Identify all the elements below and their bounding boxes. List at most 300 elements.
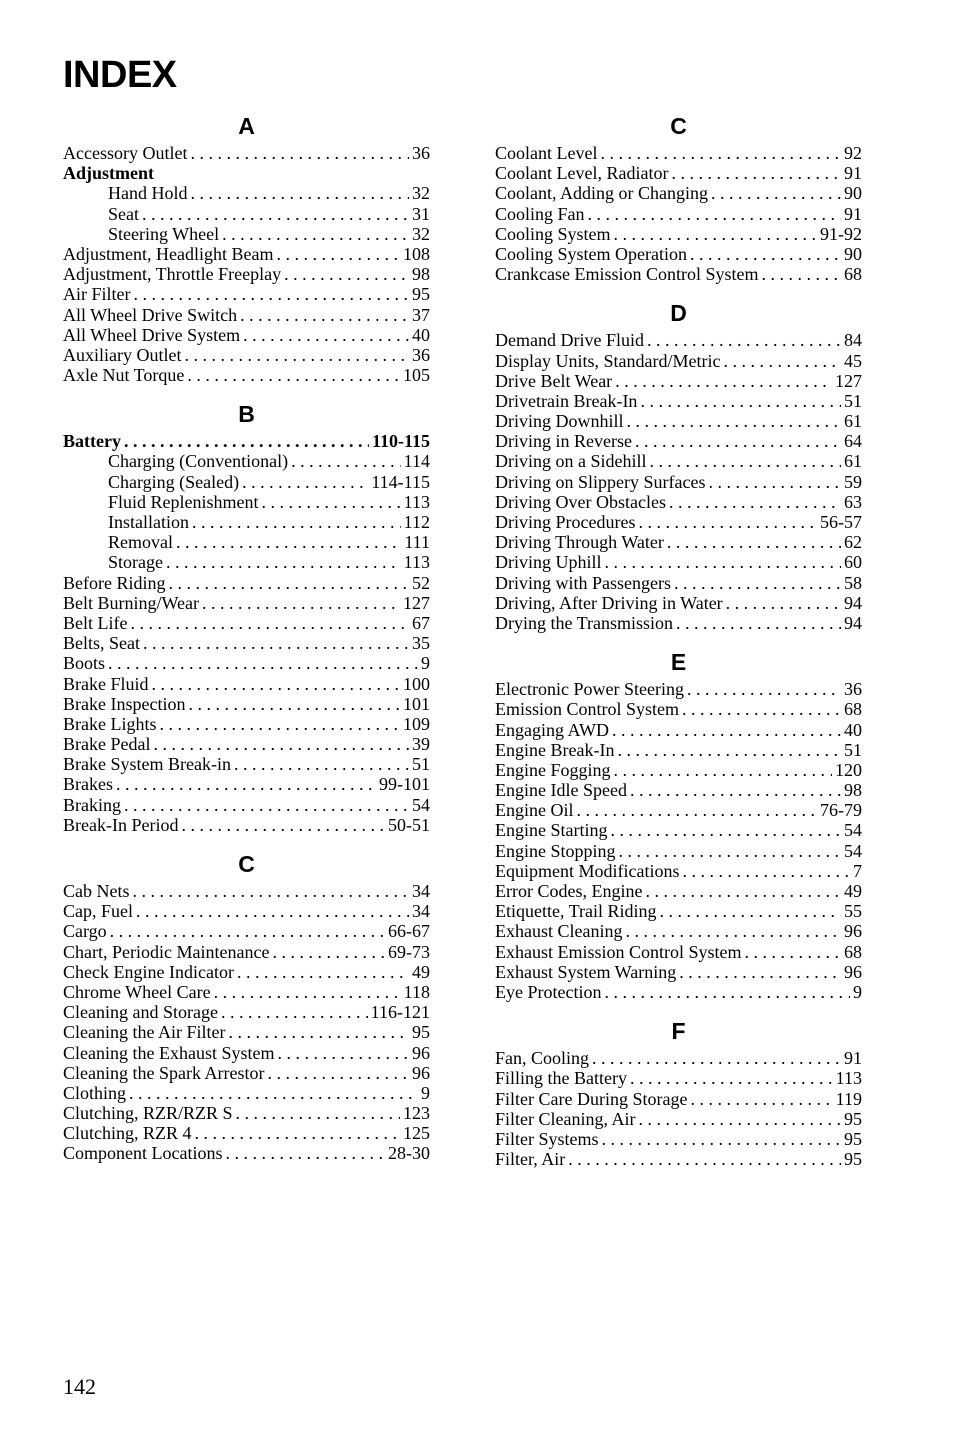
entry-label: Driving in Reverse <box>495 431 632 452</box>
entry-page-number: 92 <box>844 143 862 163</box>
dot-leader <box>130 613 409 633</box>
index-entry <box>495 552 862 572</box>
entry-label: Steering Wheel <box>108 223 220 244</box>
index-entry <box>495 760 862 780</box>
entry-label: Emission Control System <box>495 699 680 720</box>
dot-leader <box>690 1089 832 1109</box>
entry-page-number: 105 <box>403 365 430 386</box>
entry-label: Cooling System Operation <box>495 243 687 264</box>
index-column-left <box>63 112 430 1179</box>
dot-leader <box>669 492 841 512</box>
dot-leader <box>110 921 385 941</box>
entry-label: Engine Stopping <box>495 840 616 861</box>
entry-label: Storage <box>108 552 163 573</box>
index-entry <box>63 1143 430 1163</box>
entry-label: Brake Fluid <box>63 673 149 694</box>
index-entry <box>63 1083 430 1103</box>
entry-label: Etiquette, Trail Riding <box>495 901 657 922</box>
index-entry <box>495 800 862 820</box>
dot-leader <box>237 962 409 982</box>
index-entry <box>495 780 862 800</box>
entry-label: Component Locations <box>63 1143 223 1164</box>
entry-page-number: 68 <box>844 699 862 720</box>
dot-leader <box>627 411 842 431</box>
index-entry <box>63 962 430 982</box>
entry-page-number: 51 <box>412 754 430 775</box>
entry-label: Removal <box>108 532 173 553</box>
dot-leader <box>124 795 409 815</box>
dot-leader <box>192 512 401 532</box>
entry-label: All Wheel Drive Switch <box>63 304 238 325</box>
entry-page-number: 91-92 <box>820 223 862 244</box>
entry-label: Fan, Cooling <box>495 1048 590 1069</box>
index-entry <box>495 330 862 350</box>
dot-leader <box>267 1063 409 1083</box>
index-entry <box>63 204 430 224</box>
dot-leader <box>610 820 841 840</box>
dot-leader <box>568 1149 841 1169</box>
index-entry <box>63 815 430 835</box>
index-entry <box>495 492 862 512</box>
index-entry <box>495 1068 862 1088</box>
page-number: 142 <box>63 1374 96 1399</box>
dot-leader <box>650 451 842 471</box>
entry-label: Cooling System <box>495 223 611 244</box>
entry-page-number: 62 <box>844 532 862 553</box>
entry-page-number: 94 <box>844 592 862 613</box>
entry-page-number: 108 <box>403 243 430 264</box>
index-entry <box>495 431 862 451</box>
entry-page-number: 94 <box>844 612 862 633</box>
dot-leader <box>667 532 841 552</box>
entry-label: Cleaning the Air Filter <box>63 1022 226 1043</box>
dot-leader <box>761 264 841 284</box>
page-title: INDEX <box>63 54 177 96</box>
index-entry <box>63 552 430 572</box>
entry-page-number: 95 <box>412 1022 430 1043</box>
dot-leader <box>291 451 401 471</box>
entry-page-number: 127 <box>403 592 430 613</box>
index-entry <box>63 901 430 921</box>
entry-label: Driving, After Driving in Water <box>495 592 723 613</box>
index-entry <box>63 734 430 754</box>
dot-leader <box>236 1103 400 1123</box>
index-entry <box>63 284 430 304</box>
entry-label: Adjustment, Headlight Beam <box>63 243 274 264</box>
entry-page-number: 99-101 <box>379 774 430 795</box>
entry-page-number: 119 <box>835 1088 862 1109</box>
entry-page-number: 50-51 <box>388 814 430 835</box>
entry-page-number: 91 <box>844 1048 862 1069</box>
entry-page-number: 91 <box>844 203 862 224</box>
index-entry <box>63 472 430 492</box>
dot-leader <box>604 982 850 1002</box>
index-entry <box>63 492 430 512</box>
index-entry <box>495 1089 862 1109</box>
entry-label: Exhaust Cleaning <box>495 921 623 942</box>
index-entry <box>495 613 862 633</box>
dot-leader <box>129 1083 418 1103</box>
dot-leader <box>222 224 409 244</box>
dot-leader <box>133 881 410 901</box>
dot-leader <box>262 492 401 512</box>
entry-label: Drivetrain Break-In <box>495 390 638 411</box>
index-section <box>63 400 430 835</box>
entry-page-number: 36 <box>844 679 862 700</box>
dot-leader <box>124 431 369 451</box>
index-entry <box>495 820 862 840</box>
entry-page-number: 9 <box>421 1082 430 1103</box>
index-entry <box>63 345 430 365</box>
entry-label: Boots <box>63 653 106 674</box>
index-entry <box>63 532 430 552</box>
dot-leader <box>225 1143 385 1163</box>
index-entry <box>63 365 430 385</box>
entry-label: Drying the Transmission <box>495 612 674 633</box>
entry-page-number: 34 <box>412 901 430 922</box>
entry-page-number: 63 <box>844 491 862 512</box>
entry-label: Cooling Fan <box>495 203 585 224</box>
dot-leader <box>240 305 409 325</box>
index-entry <box>495 371 862 391</box>
entry-label: Cleaning the Spark Arrestor <box>63 1062 265 1083</box>
index-entry <box>495 244 862 264</box>
entry-page-number: 51 <box>844 739 862 760</box>
entry-label: Filling the Battery <box>495 1068 627 1089</box>
entry-page-number: 36 <box>412 344 430 365</box>
index-entry <box>495 391 862 411</box>
entry-page-number: 95 <box>844 1149 862 1170</box>
dot-leader <box>630 1068 833 1088</box>
dot-leader <box>723 351 841 371</box>
entry-page-number: 55 <box>844 901 862 922</box>
entry-page-number: 51 <box>844 390 862 411</box>
dot-leader <box>745 942 841 962</box>
entry-label: Driving Over Obstacles <box>495 491 666 512</box>
entry-page-number: 120 <box>835 759 862 780</box>
index-entry <box>495 224 862 244</box>
entry-label: Charging (Conventional) <box>108 451 289 472</box>
index-entry <box>63 224 430 244</box>
entry-page-number: 68 <box>844 941 862 962</box>
index-entry <box>495 143 862 163</box>
index-entry <box>63 982 430 1002</box>
index-entry <box>495 1048 862 1068</box>
index-column-right <box>495 112 862 1184</box>
dot-leader <box>108 653 418 673</box>
index-entry <box>63 512 430 532</box>
index-entry <box>495 921 862 941</box>
dot-leader <box>674 573 841 593</box>
entry-page-number: 28-30 <box>388 1143 430 1164</box>
dot-leader <box>614 760 833 780</box>
entry-label: Clothing <box>63 1082 127 1103</box>
dot-leader <box>645 881 841 901</box>
entry-page-number: 96 <box>412 1062 430 1083</box>
index-entry <box>63 774 430 794</box>
index-entry <box>63 431 430 451</box>
dot-leader <box>619 841 842 861</box>
entry-label: Belts, Seat <box>63 633 140 654</box>
entry-label: Before Riding <box>63 572 166 593</box>
section-letter-heading: C <box>238 851 255 877</box>
entry-page-number: 112 <box>403 512 430 532</box>
index-entry <box>495 472 862 492</box>
entry-page-number: 31 <box>412 203 430 224</box>
entry-label: Equipment Modifications <box>495 860 680 881</box>
index-entry <box>495 982 862 1002</box>
dot-leader <box>690 244 841 264</box>
index-entry <box>63 244 430 264</box>
entry-label: Engine Oil <box>495 800 574 821</box>
dot-leader <box>647 330 841 350</box>
index-entry <box>495 1149 862 1169</box>
index-entry <box>495 901 862 921</box>
index-entry <box>495 962 862 982</box>
entry-label: Adjustment <box>63 163 155 184</box>
entry-label: Cab Nets <box>63 881 130 901</box>
entry-page-number: 9 <box>853 981 862 1002</box>
entry-page-number: 91 <box>844 163 862 184</box>
entry-label: Accessory Outlet <box>63 143 188 163</box>
entry-label: Adjustment, Throttle Freeplay <box>63 264 282 285</box>
entry-page-number: 37 <box>412 304 430 325</box>
entry-page-number: 95 <box>412 284 430 305</box>
index-entry <box>63 942 430 962</box>
dot-leader <box>638 1109 841 1129</box>
entry-page-number: 95 <box>844 1128 862 1149</box>
dot-leader <box>190 143 409 163</box>
index-entry <box>495 1109 862 1129</box>
index-entry <box>495 411 862 431</box>
entry-label: Brake Inspection <box>63 693 186 714</box>
dot-leader <box>153 734 409 754</box>
index-entry <box>495 699 862 719</box>
index-entry <box>495 593 862 613</box>
entry-label: Error Codes, Engine <box>495 881 643 901</box>
entry-label: Hand Hold <box>108 183 188 204</box>
section-letter-heading: D <box>670 300 687 327</box>
index-entry <box>63 1063 430 1083</box>
dot-leader <box>134 284 410 304</box>
entry-label: All Wheel Drive System <box>63 324 241 345</box>
entry-label: Coolant Level <box>495 143 598 163</box>
entry-page-number: 32 <box>412 223 430 244</box>
entry-label: Chrome Wheel Care <box>63 981 211 1002</box>
entry-page-number: 34 <box>412 881 430 901</box>
entry-label: Belt Life <box>63 612 128 633</box>
dot-leader <box>214 982 401 1002</box>
index-entry <box>495 351 862 371</box>
dot-leader <box>592 1048 841 1068</box>
index-entry <box>495 183 862 203</box>
entry-page-number: 68 <box>844 264 862 285</box>
index-section <box>495 299 862 633</box>
dot-leader <box>638 512 817 532</box>
entry-page-number: 45 <box>844 350 862 371</box>
entry-page-number: 110-115 <box>371 431 430 452</box>
index-entry <box>63 1043 430 1063</box>
entry-label: Exhaust Emission Control System <box>495 941 742 962</box>
index-entry <box>63 694 430 714</box>
dot-leader <box>202 593 400 613</box>
entry-page-number: 7 <box>853 860 862 881</box>
entry-page-number: 58 <box>844 572 862 593</box>
entry-page-number: 49 <box>412 961 430 982</box>
dot-leader <box>687 679 841 699</box>
entry-label: Eye Protection <box>495 981 602 1002</box>
entry-label: Cleaning the Exhaust System <box>63 1042 275 1063</box>
dot-leader <box>242 472 368 492</box>
entry-label: Axle Nut Torque <box>63 365 185 386</box>
entry-page-number: 100 <box>403 673 430 694</box>
entry-page-number: 95 <box>844 1108 862 1129</box>
dot-leader <box>187 365 400 385</box>
entry-label: Coolant Level, Radiator <box>495 163 669 184</box>
index-entry <box>495 720 862 740</box>
dot-leader <box>577 800 818 820</box>
index-entry <box>495 942 862 962</box>
entry-page-number: 67 <box>412 612 430 633</box>
dot-leader <box>600 143 841 163</box>
entry-page-number: 111 <box>404 532 430 553</box>
section-letter-heading: F <box>671 1018 686 1045</box>
entry-page-number: 60 <box>844 552 862 573</box>
dot-leader <box>272 942 385 962</box>
dot-leader <box>605 552 842 572</box>
entry-label: Driving Procedures <box>495 512 636 532</box>
dot-leader <box>602 1129 841 1149</box>
dot-leader <box>612 720 841 740</box>
entry-label: Driving with Passengers <box>495 572 671 593</box>
entry-label: Chart, Periodic Maintenance <box>63 941 270 962</box>
dot-leader <box>195 1123 400 1143</box>
index-entry <box>63 163 430 183</box>
index-entry <box>63 143 430 163</box>
dot-leader <box>630 780 841 800</box>
dot-leader <box>191 183 410 203</box>
entry-label: Brake Pedal <box>63 734 151 755</box>
entry-label: Driving Uphill <box>495 552 602 573</box>
dot-leader <box>181 815 385 835</box>
index-entry <box>63 305 430 325</box>
entry-page-number: 123 <box>403 1103 430 1124</box>
dot-leader <box>159 714 400 734</box>
entry-page-number: 64 <box>844 431 862 452</box>
entry-page-number: 114-115 <box>371 471 430 492</box>
dot-leader <box>116 774 376 794</box>
entry-label: Driving on Slippery Surfaces <box>495 471 706 492</box>
entry-label: Coolant, Adding or Changing <box>495 183 708 204</box>
dot-leader <box>284 264 409 284</box>
entry-page-number: 54 <box>844 840 862 861</box>
index-entry <box>63 674 430 694</box>
entry-label: Crankcase Emission Control System <box>495 264 759 285</box>
index-entry <box>63 1002 430 1022</box>
dot-leader <box>176 532 401 552</box>
entry-label: Drive Belt Wear <box>495 370 613 391</box>
dot-leader <box>726 593 841 613</box>
entry-page-number: 59 <box>844 471 862 492</box>
index-section <box>63 850 430 1164</box>
entry-page-number: 109 <box>403 713 430 734</box>
dot-leader <box>188 694 400 714</box>
section-letter-heading: E <box>670 649 687 676</box>
entry-label: Filter Care During Storage <box>495 1088 688 1109</box>
entry-label: Fluid Replenishment <box>108 491 259 512</box>
dot-leader <box>708 472 841 492</box>
dot-leader <box>228 1022 409 1042</box>
entry-page-number: 96 <box>412 1042 430 1063</box>
entry-page-number: 32 <box>412 183 430 204</box>
index-entry <box>63 1103 430 1123</box>
dot-leader <box>168 573 409 593</box>
dot-leader <box>614 224 817 244</box>
entry-page-number: 125 <box>403 1123 430 1144</box>
entry-label: Check Engine Indicator <box>63 961 234 982</box>
entry-page-number: 113 <box>835 1068 862 1089</box>
entry-page-number: 54 <box>844 820 862 841</box>
dot-leader <box>143 633 409 653</box>
entry-label: Air Filter <box>63 284 131 305</box>
index-section <box>495 1017 862 1169</box>
index-entry <box>63 754 430 774</box>
entry-page-number: 56-57 <box>820 512 862 532</box>
entry-label: Auxiliary Outlet <box>63 344 182 365</box>
entry-label: Cargo <box>63 921 107 942</box>
dot-leader <box>682 699 841 719</box>
entry-label: Engine Fogging <box>495 759 611 780</box>
dot-leader <box>635 431 841 451</box>
index-entry <box>495 204 862 224</box>
entry-label: Exhaust System Warning <box>495 961 677 982</box>
entry-label: Driving on a Sidehill <box>495 451 647 472</box>
section-letter-heading: A <box>238 113 255 139</box>
entry-page-number: 9 <box>421 653 430 674</box>
dot-leader <box>152 674 401 694</box>
entry-label: Belt Burning/Wear <box>63 592 200 613</box>
dot-leader <box>682 861 850 881</box>
index-section <box>495 648 862 1002</box>
entry-page-number: 96 <box>844 961 862 982</box>
index-entry <box>495 1129 862 1149</box>
entry-label: Cap, Fuel <box>63 901 133 922</box>
dot-leader <box>142 204 409 224</box>
entry-page-number: 61 <box>844 451 862 472</box>
index-entry <box>495 881 862 901</box>
index-entry <box>495 163 862 183</box>
dot-leader <box>588 204 841 224</box>
index-entry <box>495 679 862 699</box>
index-entry <box>63 881 430 901</box>
entry-page-number: 76-79 <box>820 800 862 821</box>
entry-label: Driving Downhill <box>495 411 624 432</box>
entry-page-number: 49 <box>844 881 862 901</box>
entry-page-number: 116-121 <box>370 1002 430 1023</box>
entry-label: Clutching, RZR 4 <box>63 1123 192 1144</box>
entry-page-number: 90 <box>844 183 862 204</box>
dot-leader <box>221 1002 368 1022</box>
entry-page-number: 113 <box>403 491 430 512</box>
index-entry <box>495 264 862 284</box>
entry-page-number: 113 <box>403 552 430 573</box>
entry-label: Clutching, RZR/RZR S <box>63 1103 233 1124</box>
index-entry <box>495 451 862 471</box>
index-entry <box>63 921 430 941</box>
index-entry <box>63 451 430 471</box>
entry-label: Brakes <box>63 774 113 795</box>
entry-label: Engine Break-In <box>495 739 615 760</box>
